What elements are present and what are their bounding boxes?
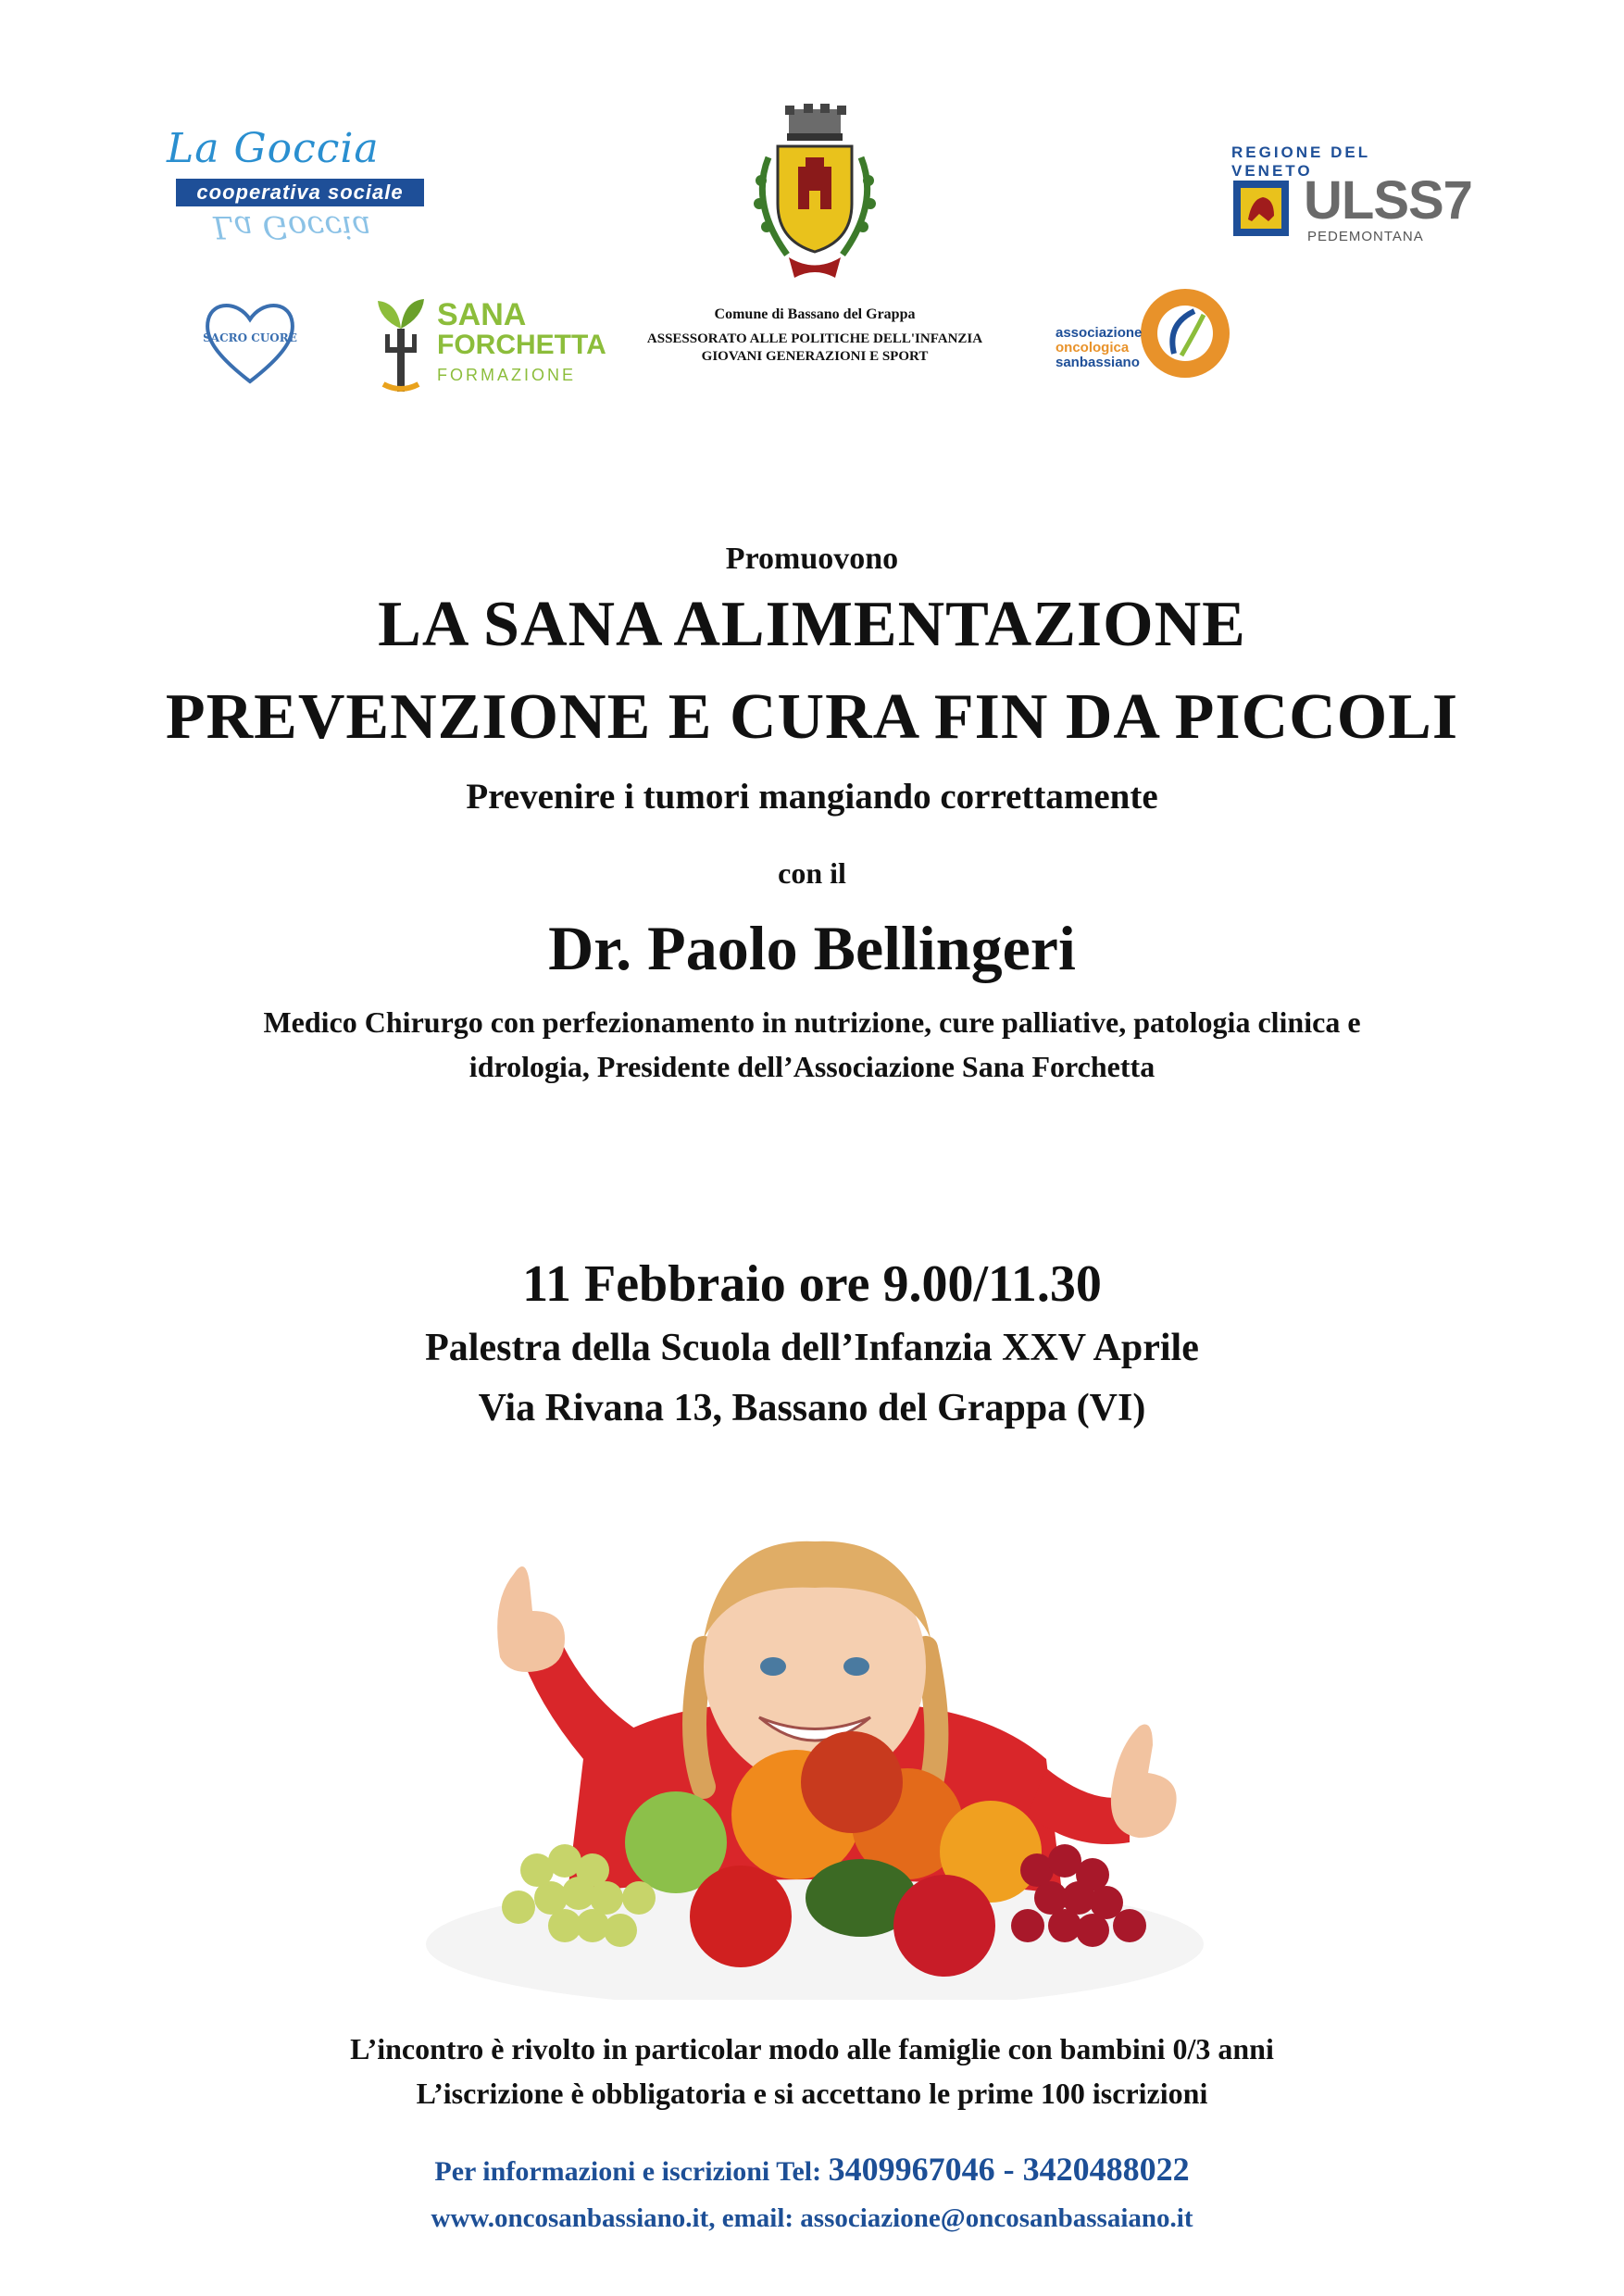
formazione-label: FORMAZIONE <box>437 366 576 384</box>
forchetta-label: FORCHETTA <box>437 330 606 360</box>
info-phones[interactable]: 3409967046 - 3420488022 <box>828 2151 1190 2188</box>
child-fruit-illustration <box>426 1518 1204 2000</box>
sana-label: SANA <box>437 297 527 332</box>
title-line1: LA SANA ALIMENTAZIONE <box>378 589 1246 660</box>
fork-sprout-icon <box>370 292 431 393</box>
comune-name: Comune di Bassano del Grappa <box>714 306 916 322</box>
sacro-cuore-name: SACRO CUORE <box>203 331 297 344</box>
con-il-label: con il <box>778 856 846 890</box>
ulss-name: ULSS7 <box>1304 170 1472 231</box>
title-line2: PREVENZIONE E CURA FIN DA PICCOLI <box>165 681 1459 753</box>
note-families: L’incontro è rivolto in particolar modo alle famiglie con bambini 0/3 anni <box>350 2032 1274 2065</box>
desc-line1: Medico Chirurgo con perfezionamento in nutrizione, cure palliative, patologia clinica e <box>263 1005 1361 1039</box>
subtitle: Prevenire i tumori mangiando correttamente <box>466 777 1158 817</box>
child-with-fruit-photo <box>426 1518 1204 2000</box>
goccia-logo-script: La Goccia <box>167 125 380 172</box>
info-line <box>0 2150 1624 2189</box>
venue-line2: Via Rivana 13, Bassano del Grappa (VI) <box>478 1387 1146 1429</box>
doctor-description <box>0 1000 1624 1089</box>
comune-crest-logo <box>731 102 898 287</box>
sacro-cuore-logo <box>199 296 301 389</box>
venue-line1: Palestra della Scuola dell’Infanzia XXV Aprile <box>425 1327 1199 1369</box>
desc-line2: idrologia, Presidente dell’Associazione Sana Forchetta <box>468 1050 1156 1083</box>
assessorato-line2: GIOVANI GENERAZIONI E SPORT <box>701 349 929 364</box>
sana-forchetta-logo <box>370 292 606 393</box>
note-registration: L’iscrizione è obbligatoria e si accettano le prime 100 iscrizioni <box>416 2077 1208 2110</box>
ulss7-logo <box>1231 144 1472 255</box>
info-label: Per informazioni e iscrizioni Tel: <box>434 2156 822 2187</box>
associazione-oncologica-logo <box>1056 278 1241 389</box>
veneto-lion-icon <box>1231 179 1291 238</box>
goccia-logo-bar: cooperativa sociale <box>176 179 424 206</box>
crest-icon <box>731 102 898 287</box>
ulss-region-label: REGIONE DEL VENETO <box>1231 144 1370 180</box>
promuovono-label: Promuovono <box>725 542 899 576</box>
aos-line3: sanbassiano <box>1056 355 1140 370</box>
ulss-subtitle: PEDEMONTANA <box>1307 229 1424 244</box>
aos-text <box>1056 326 1142 370</box>
goccia-logo-mirror: La Goccia <box>213 208 371 245</box>
aos-line2: oncologica <box>1056 340 1130 356</box>
la-goccia-logo <box>157 125 435 264</box>
event-date: 11 Febbraio ore 9.00/11.30 <box>522 1255 1102 1313</box>
web-email-line[interactable]: www.oncosanbassiano.it, email: associazione@oncosanbassaiano.it <box>431 2203 1193 2233</box>
doctor-name: Dr. Paolo Bellingeri <box>548 913 1076 983</box>
aos-line1: associazione <box>1056 325 1143 341</box>
assessorato-line1: ASSESSORATO ALLE POLITICHE DELL'INFANZIA <box>646 331 983 346</box>
comune-caption <box>593 306 1037 366</box>
